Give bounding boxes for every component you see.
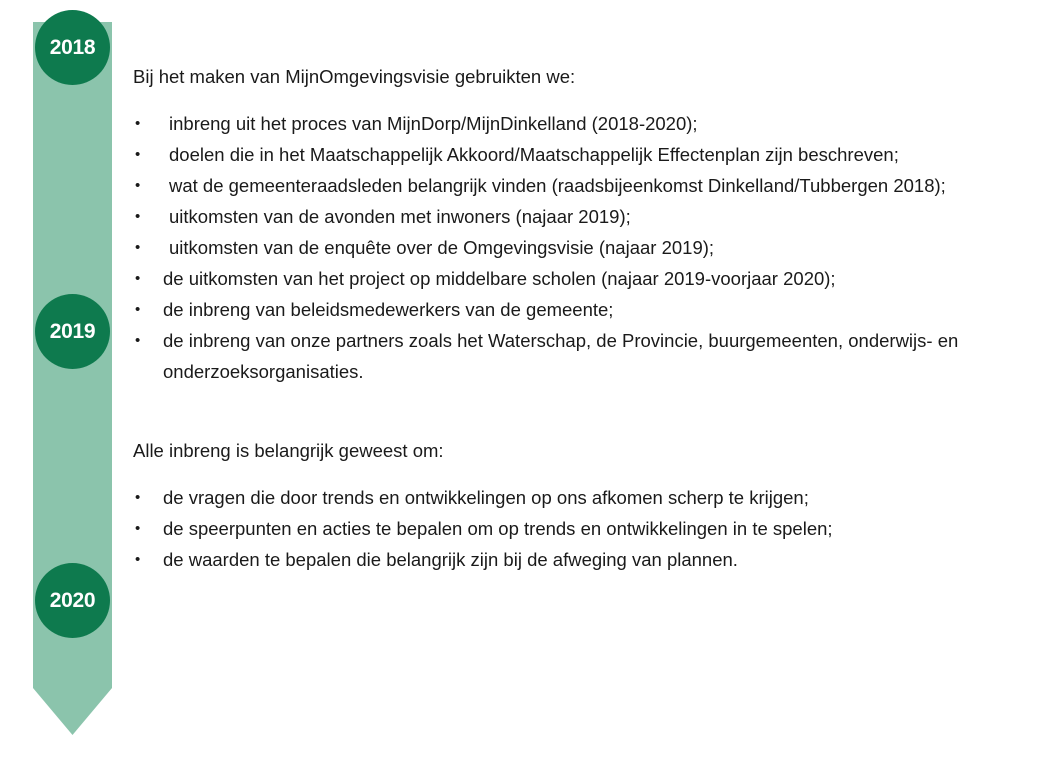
list-item-text: de speerpunten en acties te bepalen om op trends en ontwikkelingen in te spelen; — [163, 518, 833, 539]
list-item-text: inbreng uit het proces van MijnDorp/MijnDinkelland (2018-2020); — [169, 113, 698, 134]
bullet-dot-icon: • — [135, 489, 141, 506]
bullet-dot-icon: • — [135, 301, 141, 318]
timeline-node-2020 — [35, 563, 110, 638]
spacer — [133, 387, 1013, 435]
spacer — [133, 92, 1013, 108]
list-item — [133, 263, 1013, 294]
bullet-dot-icon: • — [135, 270, 141, 287]
timeline-rail-container — [0, 0, 130, 776]
list-item — [133, 294, 1013, 325]
bullet-dot-icon: • — [135, 239, 141, 256]
list-item — [133, 544, 1013, 575]
timeline-node-label: 2019 — [49, 319, 96, 343]
list-item — [133, 232, 1013, 263]
timeline-node-label: 2020 — [49, 588, 96, 612]
bullet-list-purpose — [133, 482, 1013, 575]
bullet-dot-icon: • — [135, 551, 141, 568]
list-item-text: de inbreng van beleidsmedewerkers van de gemeente; — [163, 299, 614, 320]
timeline-node-label: 2018 — [49, 35, 96, 59]
timeline-node-2019 — [35, 294, 110, 369]
list-item — [133, 482, 1013, 513]
list-item — [133, 139, 1013, 170]
list-item — [133, 325, 1013, 387]
list-item-text: uitkomsten van de enquête over de Omgevingsvisie (najaar 2019); — [169, 237, 715, 258]
bullet-dot-icon: • — [135, 115, 141, 132]
section-inputs — [133, 0, 1013, 387]
list-item-text: uitkomsten van de avonden met inwoners (najaar 2019); — [169, 206, 631, 227]
section-purpose — [133, 435, 1013, 575]
list-item-text: doelen die in het Maatschappelijk Akkoord/Maatschappelijk Effectenplan zijn beschreven; — [169, 144, 899, 165]
list-item-text: de waarden te bepalen die belangrijk zijn bij de afweging van plannen. — [163, 549, 738, 570]
list-item-text: de inbreng van onze partners zoals het Waterschap, de Provincie, buurgemeenten, onderwijs- en onderzoeksorganisaties. — [163, 330, 959, 382]
list-item — [133, 513, 1013, 544]
list-item — [133, 108, 1013, 139]
content-body — [133, 0, 1013, 575]
list-item-text: de uitkomsten van het project op middelbare scholen (najaar 2019-voorjaar 2020); — [163, 268, 836, 289]
bullet-dot-icon: • — [135, 146, 141, 163]
list-item — [133, 201, 1013, 232]
spacer — [133, 466, 1013, 482]
bullet-dot-icon: • — [135, 177, 141, 194]
section-intro-purpose: Alle inbreng is belangrijk geweest om: — [133, 440, 444, 461]
list-item-text: de vragen die door trends en ontwikkelingen op ons afkomen scherp te krijgen; — [163, 487, 809, 508]
timeline-node-2018 — [35, 10, 110, 85]
bullet-dot-icon: • — [135, 520, 141, 537]
bullet-list-inputs — [133, 108, 1013, 387]
bullet-dot-icon: • — [135, 332, 141, 349]
list-item-text: wat de gemeenteraadsleden belangrijk vinden (raadsbijeenkomst Dinkelland/Tubbergen 2018); — [169, 175, 946, 196]
list-item — [133, 170, 1013, 201]
bullet-dot-icon: • — [135, 208, 141, 225]
section-intro-inputs: Bij het maken van MijnOmgevingsvisie gebruikten we: — [133, 66, 576, 87]
